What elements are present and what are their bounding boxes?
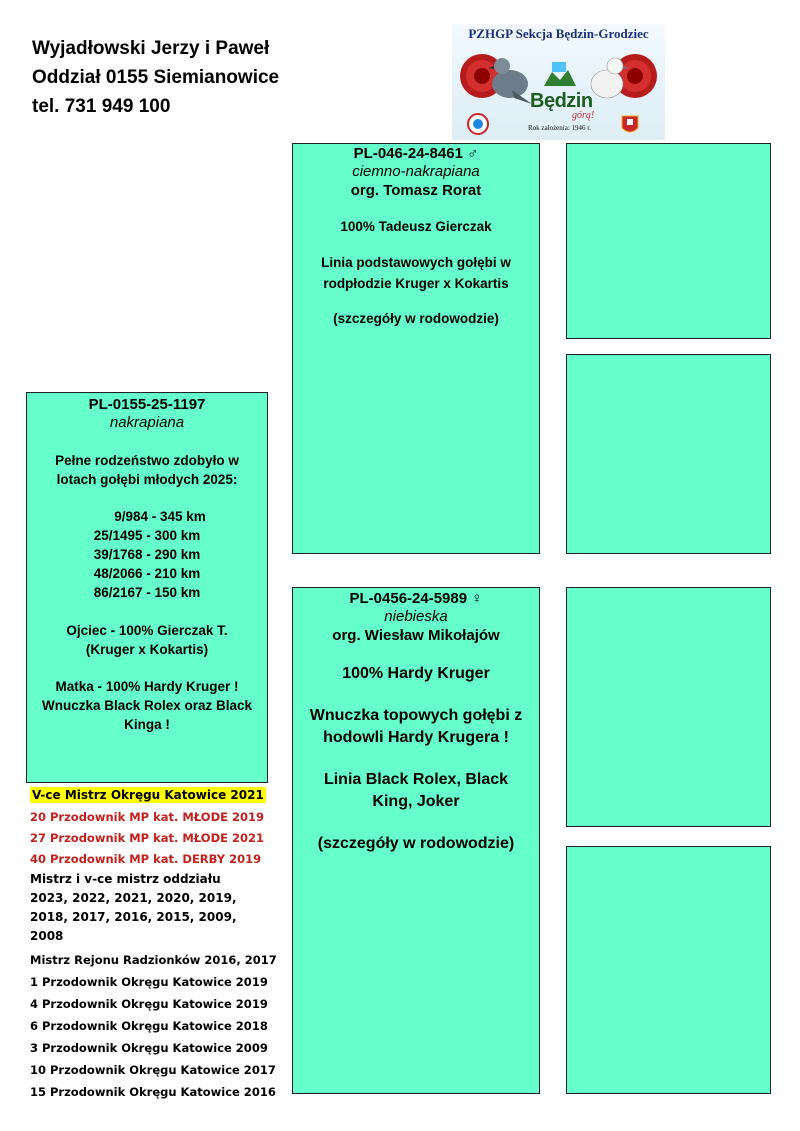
dam-photo-bottom	[566, 846, 771, 1094]
main-bird-father: Ojciec - 100% Gierczak T. (Kruger x Kokartis)	[66, 623, 228, 657]
result-item: 9/984 - 345 km	[114, 509, 206, 524]
main-bird-mother: Matka - 100% Hardy Kruger ! Wnuczka Black Rolex oraz Black Kinga !	[41, 679, 253, 732]
dam-origin: org. Wiesław Mikołajów	[332, 627, 500, 644]
club-logo-title: PZHGP Sekcja Będzin-Grodziec	[468, 26, 649, 41]
achievement-title: V-ce Mistrz Okręgu Katowice 2021	[32, 788, 264, 802]
main-bird-ring: PL-0155-25-1197	[88, 396, 206, 413]
achievement-item: 3 Przodownik Okręgu Katowice 2009	[30, 1041, 268, 1055]
sire-card	[292, 143, 540, 554]
achievement-red-item: 40 Przodownik MP kat. DERBY 2019	[30, 852, 262, 866]
main-bird-intro: Pełne rodzeństwo zdobyło w lotach gołębi młodych 2025:	[55, 453, 239, 487]
club-logo-slogan: górą!	[572, 110, 595, 121]
main-bird-color: nakrapiana	[109, 414, 185, 431]
dam-ring: PL-0456-24-5989 ♀	[349, 590, 483, 607]
result-item: 39/1768 - 290 km	[93, 547, 201, 562]
achievement-item: 4 Przodownik Okręgu Katowice 2019	[30, 997, 268, 1011]
achievement-item: 15 Przodownik Okręgu Katowice 2016	[30, 1085, 276, 1099]
dam-line-1: 100% Hardy Kruger	[342, 665, 490, 682]
sire-line-3: (szczegóły w rodowodzie)	[333, 311, 499, 326]
dam-line-4: (szczegóły w rodowodzie)	[317, 835, 515, 852]
dam-photo-top	[566, 587, 771, 827]
dam-line-3: Linia Black Rolex, Black King, Joker	[323, 771, 509, 810]
achievement-branch-titles: Mistrz i v-ce mistrz oddziału 2023, 2022, 2021, 2020, 2019, 2018, 2017, 2016, 2015, 2009, 2008	[30, 872, 237, 943]
sire-photo-top	[566, 143, 771, 339]
result-item: 86/2167 - 150 km	[93, 585, 201, 600]
sire-line-2: Linia podstawowych gołębi w rodpłodzie Kruger x Kokartis	[321, 255, 511, 291]
main-bird-card	[26, 392, 268, 783]
owner-branch: Oddział 0155 Siemianowice	[32, 67, 280, 88]
sire-origin: org. Tomasz Rorat	[350, 182, 482, 199]
dam-card	[292, 587, 540, 1094]
result-item: 25/1495 - 300 km	[93, 528, 201, 543]
sire-ring: PL-046-24-8461 ♂	[353, 145, 479, 162]
sire-color: ciemno-nakrapiana	[352, 163, 480, 180]
owner-header	[32, 34, 279, 121]
sire-line-1: 100% Tadeusz Gierczak	[340, 219, 492, 234]
club-logo-founded: Rok założenia: 1946 r.	[528, 124, 591, 132]
dam-color: niebieska	[384, 608, 448, 625]
dam-line-2: Wnuczka topowych gołębi z hodowli Hardy Krugera !	[309, 707, 523, 746]
club-logo	[452, 24, 665, 140]
main-bird-results	[27, 507, 267, 602]
achievement-item: 6 Przodownik Okręgu Katowice 2018	[30, 1019, 268, 1033]
achievement-item: 1 Przodownik Okręgu Katowice 2019	[30, 975, 268, 989]
club-logo-graphic	[452, 24, 665, 140]
result-item: 48/2066 - 210 km	[93, 566, 201, 581]
achievement-red-item: 27 Przodownik MP kat. MŁODE 2021	[30, 831, 264, 845]
sire-photo-bottom	[566, 354, 771, 554]
achievement-red-item: 20 Przodownik MP kat. MŁODE 2019	[30, 810, 264, 824]
club-logo-city: Będzin	[530, 90, 593, 112]
achievement-item: 10 Przodownik Okręgu Katowice 2017	[30, 1063, 276, 1077]
owner-phone: tel. 731 949 100	[32, 96, 171, 117]
achievements	[30, 784, 280, 1103]
owner-name: Wyjadłowski Jerzy i Paweł	[32, 38, 270, 59]
achievement-item: Mistrz Rejonu Radzionków 2016, 2017	[30, 953, 277, 967]
